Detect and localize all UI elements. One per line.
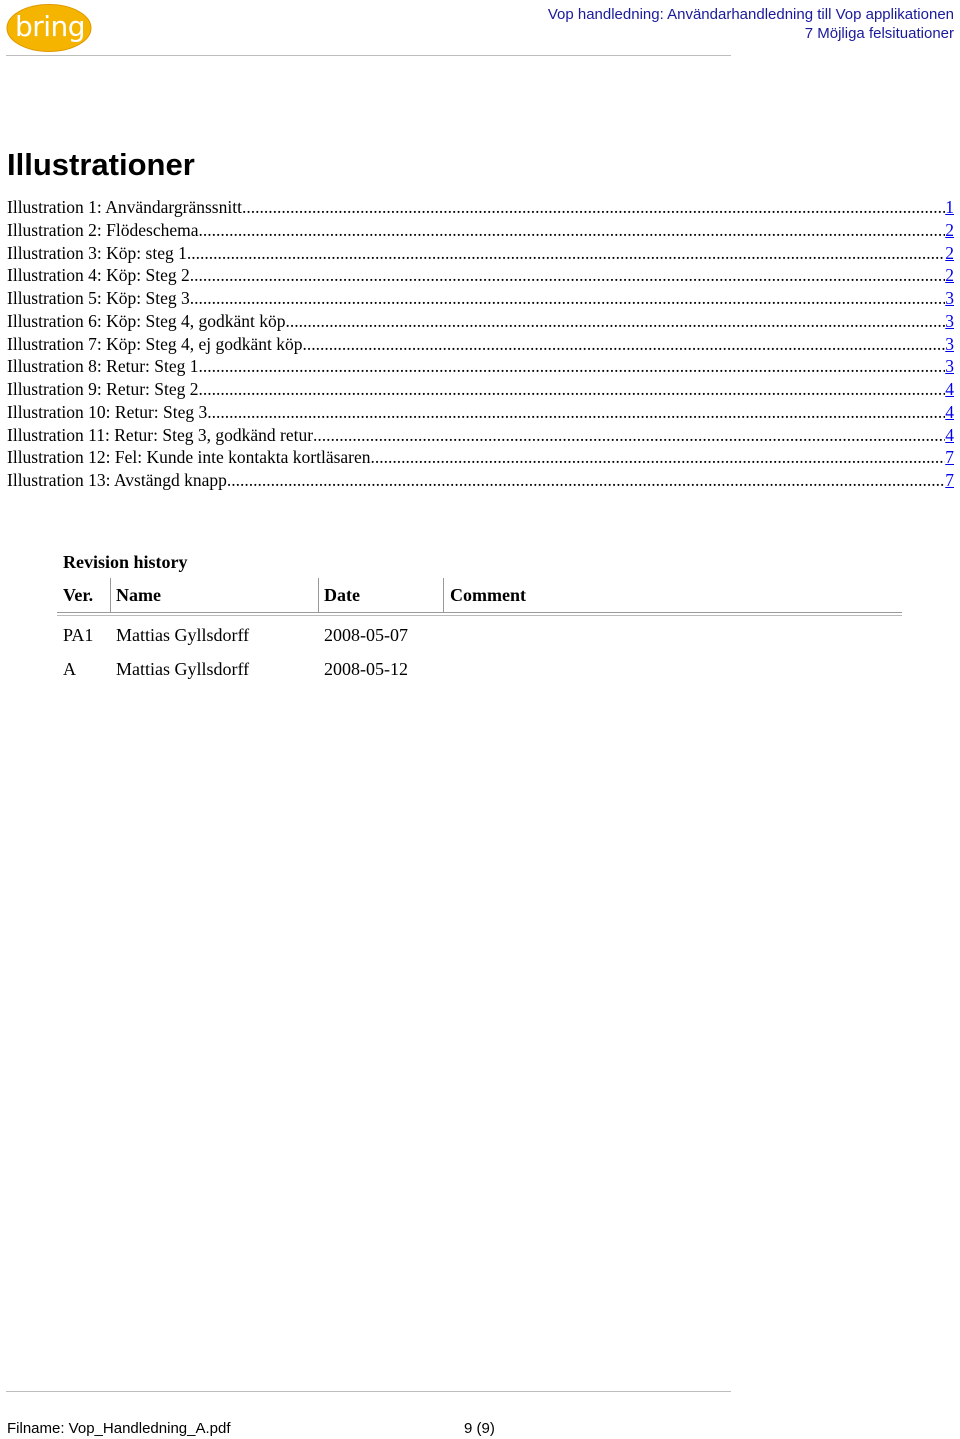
table-row bbox=[57, 659, 902, 693]
dot-leader bbox=[227, 469, 945, 492]
footer-divider bbox=[6, 1391, 731, 1392]
toc-page-link[interactable]: 3 bbox=[945, 310, 954, 331]
column-divider bbox=[318, 578, 319, 612]
dot-leader bbox=[190, 287, 945, 310]
column-header-comment: Comment bbox=[450, 585, 526, 605]
column-header-ver: Ver. bbox=[63, 585, 94, 605]
running-header bbox=[548, 6, 954, 43]
toc-entry-label: Illustration 11: Retur: Steg 3, godkänd retur bbox=[7, 424, 314, 445]
column-header-date: Date bbox=[324, 585, 360, 605]
toc-page-link[interactable]: 3 bbox=[945, 356, 954, 377]
column-divider bbox=[110, 578, 111, 612]
dot-leader bbox=[313, 424, 945, 447]
toc-page-link[interactable]: 2 bbox=[945, 242, 954, 263]
toc-entry-label: Illustration 12: Fel: Kunde inte kontakta kortläsaren bbox=[7, 447, 371, 468]
toc-entry bbox=[7, 264, 954, 287]
toc-page-link[interactable]: 3 bbox=[945, 288, 954, 308]
toc-entry-label: Illustration 9: Retur: Steg 2 bbox=[7, 379, 199, 399]
toc-entry-label: Illustration 6: Köp: Steg 4, godkänt köp bbox=[7, 310, 286, 331]
toc-page-link[interactable]: 2 bbox=[945, 219, 954, 240]
table-header-row bbox=[57, 578, 902, 613]
cell-name: Mattias Gyllsdorff bbox=[116, 625, 250, 645]
page-title: Illustrationer bbox=[7, 147, 195, 182]
toc-entry-label: Illustration 1: Användargränssnitt bbox=[7, 197, 242, 217]
dot-leader bbox=[199, 219, 946, 242]
dot-leader bbox=[190, 264, 945, 287]
toc-entry-label: Illustration 2: Flödeschema bbox=[7, 219, 199, 240]
toc-entry bbox=[7, 287, 954, 310]
revision-history-title: Revision history bbox=[63, 552, 188, 572]
toc-entry bbox=[7, 355, 954, 378]
toc-page-link[interactable]: 1 bbox=[945, 197, 954, 217]
toc-entry bbox=[7, 310, 954, 333]
cell-ver: PA1 bbox=[63, 625, 94, 645]
toc-page-link[interactable]: 2 bbox=[945, 265, 954, 286]
dot-leader bbox=[187, 242, 945, 265]
toc-page-link[interactable]: 4 bbox=[945, 424, 954, 445]
dot-leader bbox=[371, 446, 946, 469]
header-document-title: Vop handledning: Användarhandledning till Vop applikationen bbox=[547, 6, 954, 23]
header-section-title: 7 Möjliga felsituationer bbox=[804, 24, 954, 42]
illustration-index bbox=[7, 196, 954, 492]
toc-page-link[interactable]: 3 bbox=[945, 333, 954, 354]
cell-date: 2008-05-12 bbox=[324, 658, 408, 679]
footer-page-number: 9 (9) bbox=[464, 1420, 495, 1437]
dot-leader bbox=[303, 333, 946, 356]
toc-entry bbox=[7, 446, 954, 469]
toc-entry bbox=[7, 378, 954, 401]
toc-entry-label: Illustration 3: Köp: steg 1 bbox=[7, 242, 187, 263]
toc-page-link[interactable]: 4 bbox=[945, 379, 954, 399]
footer-filename: Filname: Vop_Handledning_A.pdf bbox=[7, 1420, 231, 1437]
table-row bbox=[57, 625, 902, 659]
toc-entry bbox=[7, 196, 954, 219]
dot-leader bbox=[286, 310, 946, 333]
cell-ver: A bbox=[63, 658, 76, 679]
header-divider bbox=[6, 55, 731, 56]
toc-entry bbox=[7, 424, 954, 447]
column-divider bbox=[443, 578, 444, 612]
logo-text: bring bbox=[14, 10, 86, 43]
toc-entry bbox=[7, 242, 954, 265]
toc-entry bbox=[7, 469, 954, 492]
toc-entry-label: Illustration 5: Köp: Steg 3 bbox=[7, 288, 190, 308]
bring-logo bbox=[6, 3, 92, 53]
column-header-name: Name bbox=[116, 585, 161, 605]
toc-entry-label: Illustration 13: Avstängd knapp bbox=[7, 470, 227, 490]
cell-name: Mattias Gyllsdorff bbox=[116, 658, 250, 679]
revision-history-table bbox=[57, 578, 902, 692]
dot-leader bbox=[242, 196, 945, 219]
cell-date: 2008-05-07 bbox=[324, 625, 408, 645]
toc-page-link[interactable]: 7 bbox=[945, 447, 954, 468]
dot-leader bbox=[199, 378, 946, 401]
table-body bbox=[57, 625, 902, 692]
dot-leader bbox=[199, 355, 946, 378]
toc-page-link[interactable]: 7 bbox=[945, 470, 954, 490]
dot-leader bbox=[207, 401, 945, 424]
toc-entry-label: Illustration 10: Retur: Steg 3 bbox=[7, 401, 208, 422]
toc-entry bbox=[7, 333, 954, 356]
toc-entry-label: Illustration 8: Retur: Steg 1 bbox=[7, 356, 199, 377]
toc-entry-label: Illustration 4: Köp: Steg 2 bbox=[7, 265, 190, 286]
toc-entry bbox=[7, 219, 954, 242]
toc-entry-label: Illustration 7: Köp: Steg 4, ej godkänt köp bbox=[7, 333, 303, 354]
toc-page-link[interactable]: 4 bbox=[945, 401, 954, 422]
toc-entry bbox=[7, 401, 954, 424]
